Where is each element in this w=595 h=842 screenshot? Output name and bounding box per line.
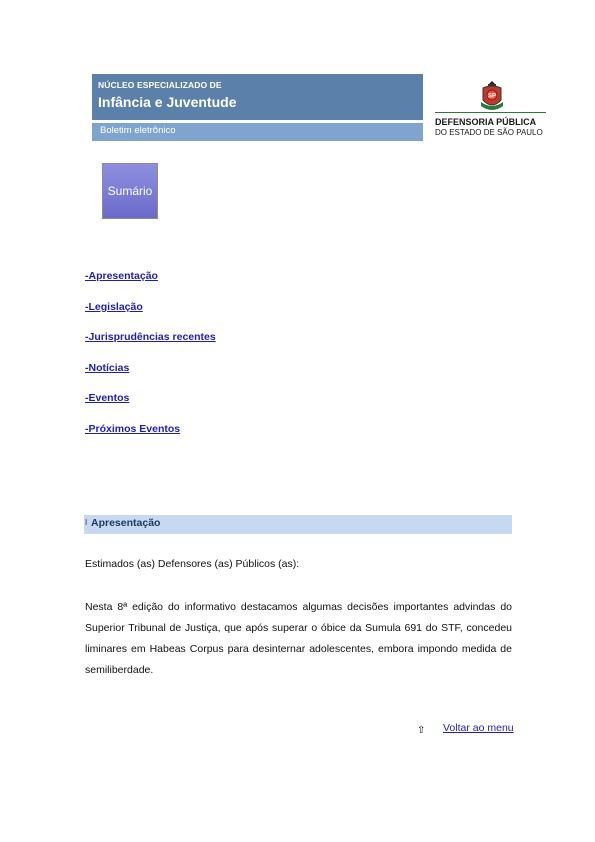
menu-link-eventos[interactable]: -Eventos (85, 392, 130, 404)
greeting-text: Estimados (as) Defensores (as) Públicos (as): (85, 558, 300, 570)
section-header-apresentacao (84, 515, 512, 534)
svg-text:SP: SP (487, 93, 497, 100)
banner-bottom (92, 123, 423, 141)
section-title: Apresentação (91, 517, 161, 529)
defensoria-logo (435, 80, 550, 140)
header-banner (92, 74, 423, 141)
menu-link-proximos-eventos[interactable]: -Próximos Eventos (85, 423, 181, 435)
menu-link-jurisprudencias[interactable]: -Jurisprudências recentes (85, 331, 216, 343)
banner-top (92, 74, 423, 120)
logo-line2: DO ESTADO DE SÃO PAULO (435, 128, 543, 137)
banner-boletim: Boletim eletrônico (100, 125, 176, 136)
sumario-button[interactable]: Sumário (102, 163, 158, 219)
intro-paragraph: Nesta 8ª edição do informativo destacamos algumas decisões importantes advindas do Superior Tribunal de Justiça, que após superar o óbice da Sumula 691 do STF, concedeu liminares em Habeas Corpus para desinternar adolescentes, embora impondo medida de semiliberdade. (85, 601, 512, 676)
menu-link-legislacao[interactable]: -Legislação (85, 301, 143, 313)
menu-link-noticias[interactable]: -Notícias (85, 362, 130, 374)
logo-line1: DEFENSORIA PÚBLICA (435, 117, 537, 127)
banner-subtitle: NÚCLEO ESPECIALIZADO DE (98, 80, 222, 90)
menu-link-apresentacao[interactable]: -Apresentação (85, 270, 158, 282)
coat-of-arms-icon (479, 80, 505, 114)
banner-title: Infância e Juventude (98, 94, 237, 110)
logo-rule (435, 112, 546, 113)
up-arrow-icon: ⇧ (417, 725, 426, 736)
back-to-menu-link[interactable]: Voltar ao menu (443, 722, 514, 734)
section-marker: I (85, 518, 88, 527)
